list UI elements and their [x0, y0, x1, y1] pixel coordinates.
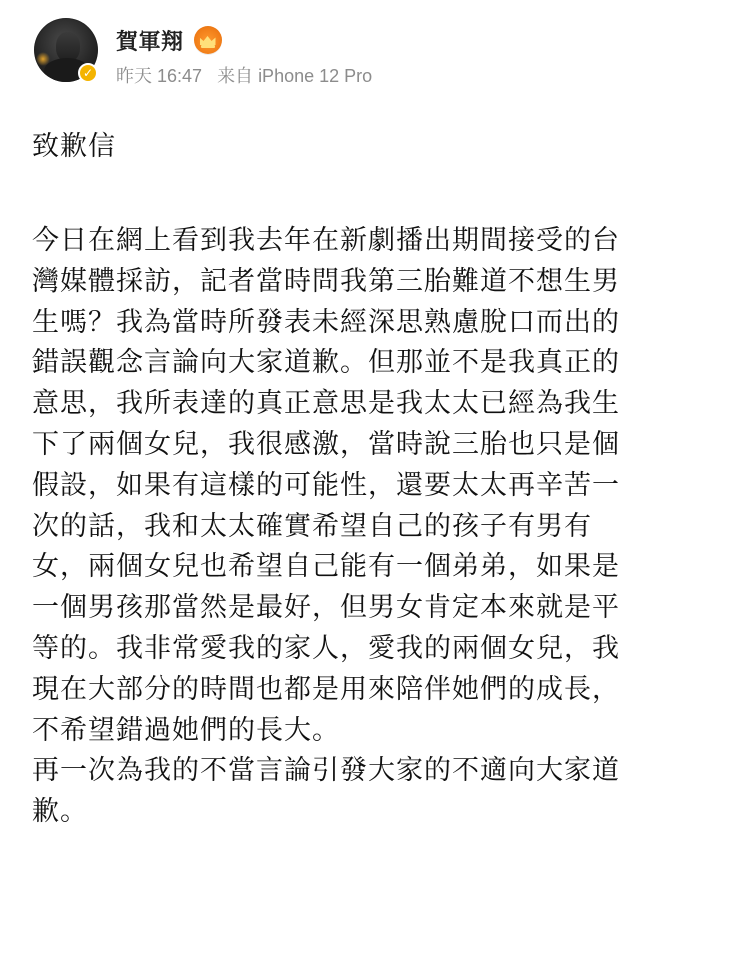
- post-meta: [116, 62, 372, 88]
- post-body-line: 次的話，我和太太確實希望自己的孩子有男有: [32, 510, 592, 542]
- post-body-line: 一個男孩那當然是最好，但男女肯定本來就是平: [32, 592, 620, 624]
- post-body-line: 假設，如果有這樣的可能性，還要太太再辛苦一: [32, 469, 620, 501]
- post-body-line: 等的。我非常愛我的家人，愛我的兩個女兒，我: [32, 632, 620, 664]
- post-body-line: 下了兩個女兒，我很感激，當時說三胎也只是個: [32, 428, 620, 460]
- post-header: [34, 18, 714, 88]
- crown-icon[interactable]: [194, 26, 222, 54]
- post-source: 来自 iPhone 12 Pro: [217, 66, 373, 86]
- post-body-line: 女，兩個女兒也希望自己能有一個弟弟，如果是: [32, 551, 620, 583]
- verified-icon: ✓: [78, 63, 98, 83]
- post-body: [32, 221, 717, 833]
- post-title: 致歉信: [32, 131, 116, 162]
- author-name[interactable]: 賀軍翔: [116, 29, 184, 55]
- post-body-line: 灣媒體採訪，記者當時問我第三胎難道不想生男: [32, 265, 620, 297]
- author-row: [116, 26, 222, 54]
- post-body-line: 再一次為我的不當言論引發大家的不適向大家道: [32, 755, 620, 787]
- post-body-line: 歉。: [32, 796, 88, 828]
- post-body-line: 意思，我所表達的真正意思是我太太已經為我生: [32, 388, 620, 420]
- post-body-line: 現在大部分的時間也都是用來陪伴她們的成長，: [32, 673, 620, 705]
- post-body-line: 今日在網上看到我去年在新劇播出期間接受的台: [32, 225, 620, 256]
- post-time: 昨天 16:47: [116, 66, 203, 86]
- post-body-line: 生嗎？我為當時所發表未經深思熟慮脫口而出的: [32, 306, 620, 338]
- post-body-line: 不希望錯過她們的長大。: [32, 714, 340, 746]
- post-body-line: 錯誤觀念言論向大家道歉。但那並不是我真正的: [32, 347, 620, 379]
